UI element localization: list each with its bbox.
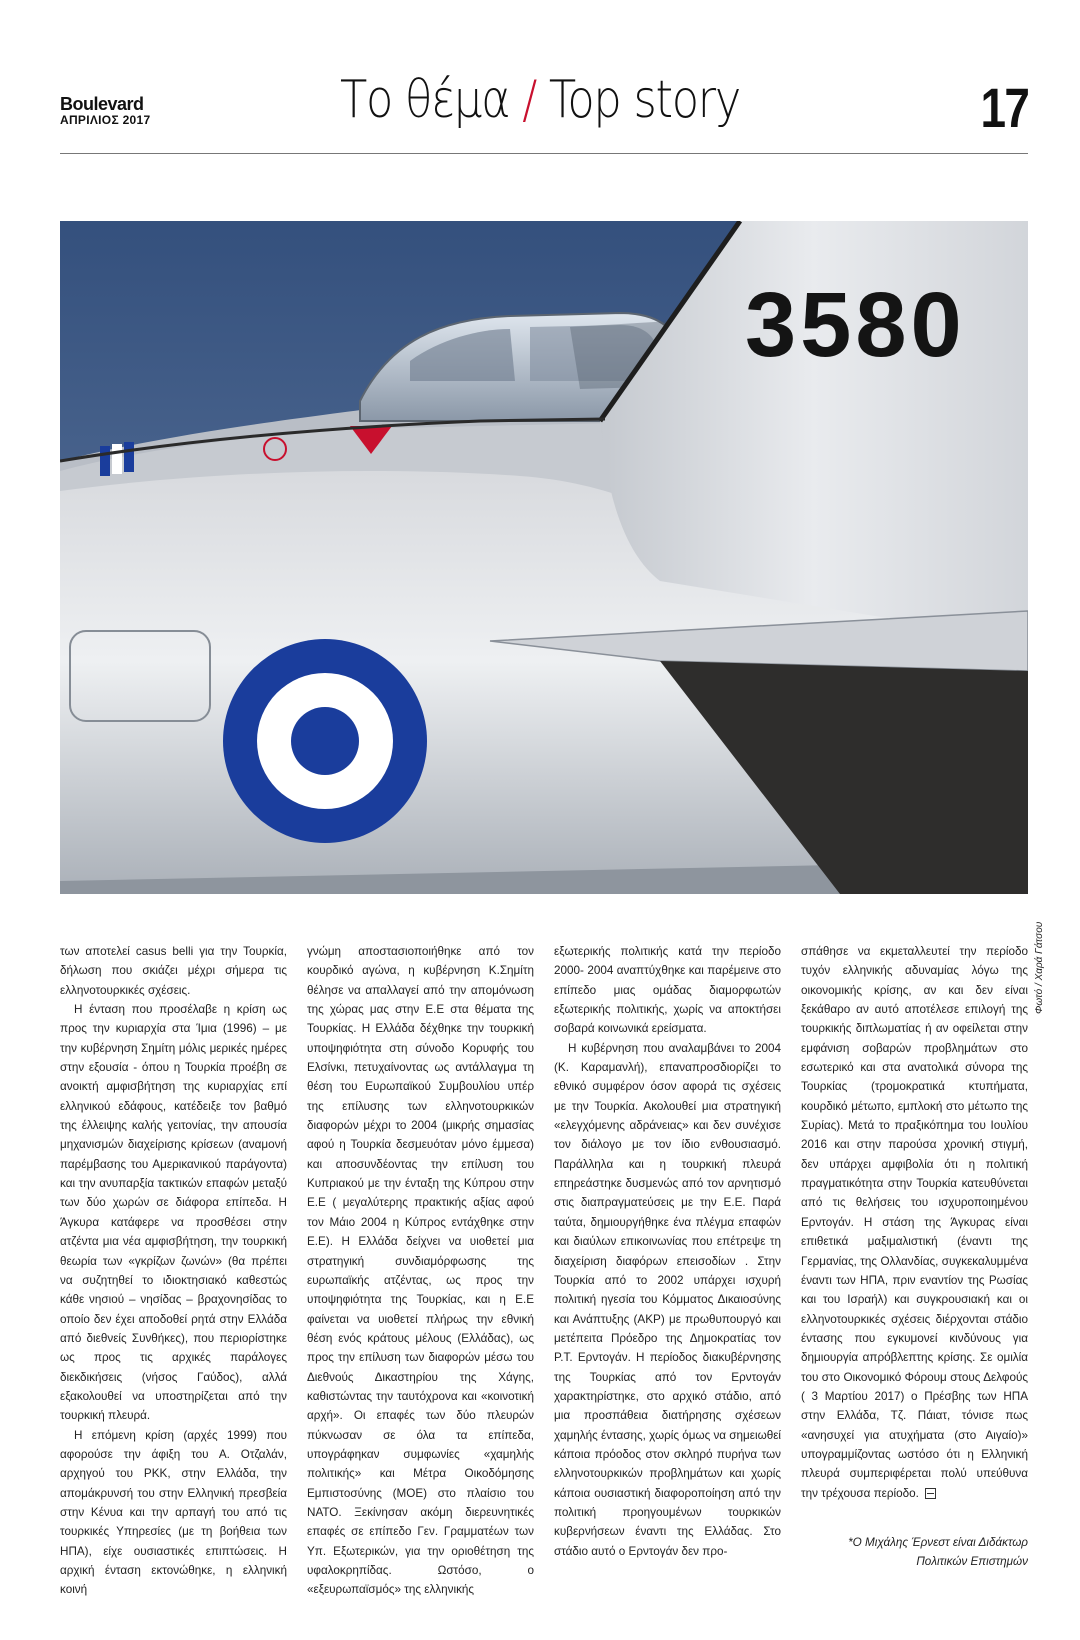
author-note-line-1: *Ο Μιχάλης Έρνεστ είναι Διδάκτωρ — [848, 1535, 1028, 1549]
section-title — [76, 72, 1005, 129]
header-rule — [60, 153, 1028, 154]
article-column-4 — [801, 942, 1028, 1571]
paragraph: Η επόμενη κρίση (αρχές 1999) που αφορούσε την άφιξη του Α. Οτζαλάν, αρχηγού του ΡΚΚ, στην Ελλάδα, την απομάκρυνσή του στην Ελληνική πρεσβεία στην Κένυα και την αρπαγή του από τις τουρκικές Υπηρεσίες (με τη βοήθεια των ΗΠΑ), είχε ουσιαστικές επιπτώσεις. Η αρχική ένταση εκτονώθηκε, η ελληνική κοινή — [60, 1428, 287, 1597]
end-of-article-icon — [925, 1488, 936, 1499]
article-body — [60, 942, 1028, 1597]
paragraph: γνώμη αποστασιοποιήθηκε από τον κουρδικό αγώνα, η κυβέρνηση Κ.Σημίτη θέλησε να απαλλαγεί από την απομόνωση της χώρας μας στην Ε.Ε στα θέματα της Τουρκίας. Η Ελλάδα δέχθηκε την τουρκική υποψηφιότητα στη σύνοδο Κορυφής του Ελσίνκι, πετυχαίνοντας ως αντάλλαγμα τη θέση του Ευρωπαϊκού Συμβουλίου υπέρ της επίλυσης των ελληνοτουρκικών διαφορών μέχρι το 2004 (μικρής σημασίας αφού η Τουρκία δεσμευόταν μόνο έμμεσα) και αποσυνδέοντας την επίλυση του Κυπριακού με την ένταξη της Κύπρου στην Ε.Ε ( μεγαλύτερης πρακτικής αξίας αφού τον Μάιο 2004 η Κύπρος εντάχθηκε στην Ε.Ε). Η Ελλάδα δείχνει να υιοθετεί μια στρατηγική συνδιαμόρφωσης της ευρωπαϊκής ατζέντας, ως προς την υποψηφιότητα της Τουρκίας, και η Ε.Ε φαίνεται να υιοθετεί πλήρως την εθνική θέση ενός κράτους μέλους (Ελλάδας), ως προς την επίλυση των διαφορών μέσω του Διεθνούς Δικαστηρίου της Χάγης, καθιστώντας την ταυτόχρονα και «κοινοτική αρχή». Οι επαφές των δύο πλευρών πύκνωσαν σε όλα τα επίπεδα, υπογράφηκαν συμφωνίες «χαμηλής πολιτικής» και Μέτρα Οικοδόμησης Εμπιστοσύνης (ΜΟΕ) στο πλαίσιο του ΝΑΤΟ. Ξεκίνησαν ακόμη διερευνητικές επαφές σε επίπεδο Γεν. Γραμματέων των Υπ. Εξωτερικών, για την οριοθέτηση της υφαλοκρηπίδας. Ωστόσο, ο «εξευρωπαϊσμός» της ελληνικής — [307, 945, 534, 1597]
tail-number-text: 3580 — [745, 274, 966, 376]
article-column-2 — [307, 942, 534, 1600]
paragraph: των αποτελεί casus belli για την Τουρκία, δήλωση που σκιάζει μέχρι σήμερα τις ελληνοτουρκικές σχέσεις. — [60, 945, 287, 997]
aircraft-photo-illustration — [60, 221, 1028, 894]
photo-credit — [1033, 894, 1047, 1014]
section-title-greek: Το θέμα — [339, 70, 510, 130]
magazine-logo: Boulevard — [60, 94, 144, 114]
paragraph-last — [801, 942, 1028, 1503]
paragraph-text: σπάθησε να εκμεταλλευτεί την περίοδο τυχόν ελληνικής αδυναμίας λόγω της οικονομικής κρίσης, αν και δεν είναι ξεκάθαρο αν αυτό αποτέλεσε επιλογή της τουρκικής διπλωματίας ή αν οφείλεται στην εμφάνιση σοβαρών προβλημάτων στο εσωτερικό και στα ανατολικά σύνορα της Τουρκίας (τρομοκρατικά κτυπήματα, κουρδικό μέτωπο, εμπλοκή στο μέτωπο της Συρίας). Μετά το πραξικόπημα του Ιουλίου 2016 και στην παρούσα χρονική στιγμή, δεν υπάρχει αμφιβολία ότι η πολιτική πραγματικότητα στην Τουρκία κατευθύνεται από τις θελήσεις του ισχυροποιημένου Ερντογάν. Η στάση της Άγκυρας είναι επιθετικά μαξιμαλιστική (έναντι της Γερμανίας, της Ολλανδίας, συγκεκαλυμμένα έναντι των ΗΠΑ, πριν εναντίον της Ρωσίας και του Ισραήλ) και συγκρουσιακή και οι ελληνοτουρκικές σχέσεις διέρχονται στάδιο έντασης που εγκυμονεί κινδύνους για δημιουργία απρόβλεπτης κρίσης. Σε ομιλία του στο Οικονομικό Φόρουμ στους Δελφούς ( 3 Μαρτίου 2017) ο Πρέσβης των ΗΠΑ στην Ελλάδα, Τζ. Πάιατ, τόνισε πως «ανησυχεί για ατυχήματα (στο Αιγαίο)» υπογραμμίζοντας ωστόσο ότι η Ελληνική πλευρά συμπεριφέρεται πολύ υπεύθυνα την τρέχουσα περίοδο. — [801, 945, 1028, 1500]
author-note-line-2: Πολιτικών Επιστημών — [916, 1554, 1028, 1568]
photo-credit-text: Φωτό / Χαρά Γάτσου — [1034, 921, 1045, 1014]
paragraph: Η ένταση που προσέλαβε η κρίση ως προς την κυριαρχία στα Ίμια (1996) – με την κυβέρνηση Σημίτη μόλις μερικές ημέρες στην εξουσία - όπου η Τουρκία προέβη σε ανοικτή αμφισβήτηση της κυριαρχίας επί ελληνικού εδάφους, κατέδειξε τον βαθμό της έλλειψης καλής γειτονίας, την απουσία μηχανισμών διαχείρισης κρίσεων (αναμονή παρέμβασης του Αμερικανικού παράγοντα) και την ανυπαρξία τακτικών επαφών μεταξύ των δύο χωρών σε διάφορα επίπεδα. Η Άγκυρα κατάφερε να προσθέσει στην ατζέντα μια νέα αμφισβήτηση, την τουρκική θεωρία των «γκρίζων ζωνών» (θα πρέπει να συζητηθεί το ιδιοκτησιακό καθεστώς κάθε νησιού – νησίδας – βραχονησίδας το οποίο δεν έχει αποδοθεί ρητά στην Ελλάδα από διεθνείς Συνθήκες), που περιορίστηκε ως προς τις αρχικές παράλογες διεκδικήσεις (νήσος Γαύδος), αλλά εξακολουθεί να υποστηρίζεται από την τουρκική πλευρά. — [60, 1003, 287, 1423]
section-title-english: Top story — [548, 70, 741, 130]
author-note — [801, 1533, 1028, 1571]
page-number: 17 — [980, 76, 1028, 139]
issue-date: ΑΠΡΙΛΙΟΣ 2017 — [60, 113, 151, 127]
section-title-slash: / — [522, 70, 536, 130]
paragraph: εξωτερικής πολιτικής κατά την περίοδο 2000- 2004 αναπτύχθηκε και παρέμεινε στο επίπεδο μιας ομάδας διαμορφωτών εξωτερικής πολιτικής, χωρίς να αποκτήσει σοβαρά κοινωνικά ερείσματα. — [554, 945, 781, 1036]
article-column-1 — [60, 942, 287, 1600]
paragraph: Η κυβέρνηση που αναλαμβάνει το 2004 (Κ. Καραμανλή), επαναπροσδιορίζει το εθνικό συμφέρον όσον αφορά τις σχέσεις με την Τουρκία. Ακολουθεί μια στρατηγική «ελεγχόμενης αδράνειας» και δεν συνέχισε τον διάλογο με τον ίδιο ενθουσιασμό. Παράλληλα και η τουρκική πλευρά επηρεάστηκε δυσμενώς από τον αρνητισμό στις διαπραγματεύσεις με την Ε.Ε. Παρά ταύτα, δημιουργήθηκε ένα πλέγμα επαφών και διαύλων επικοινωνίας που επέτρεψε τη διαχείριση διαφόρων επεισοδίων . Στην Τουρκία από το 2002 υπάρχει ισχυρή πολιτική ηγεσία του Κόμματος Δικαιοσύνης και Ανάπτυξης (ΑΚΡ) με πρωθυπουργό και μετέπειτα Πρόεδρο της Δημοκρατίας τον Ρ.Τ. Ερντογάν. Η περίοδος διακυβέρνησης της Τουρκίας από τον Ερντογάν χαρακτηρίστηκε, στο αρχικό στάδιο, από μια προσπάθεια διατήρησης σχέσεων χαμηλής έντασης, χωρίς όμως να σημειωθεί κάποια πρόοδος στον σκληρό πυρήνα των ελληνοτουρκικών προβλημάτων και χωρίς κάποια ουσιαστική διαφοροποίηση από την πολιτική προηγουμένων τουρκικών κυβερνήσεων έναντι της Ελλάδας. Στο στάδιο αυτό ο Ερντογάν δεν προ- — [554, 1041, 781, 1558]
article-column-3 — [554, 942, 781, 1561]
article-photo — [60, 221, 1028, 894]
